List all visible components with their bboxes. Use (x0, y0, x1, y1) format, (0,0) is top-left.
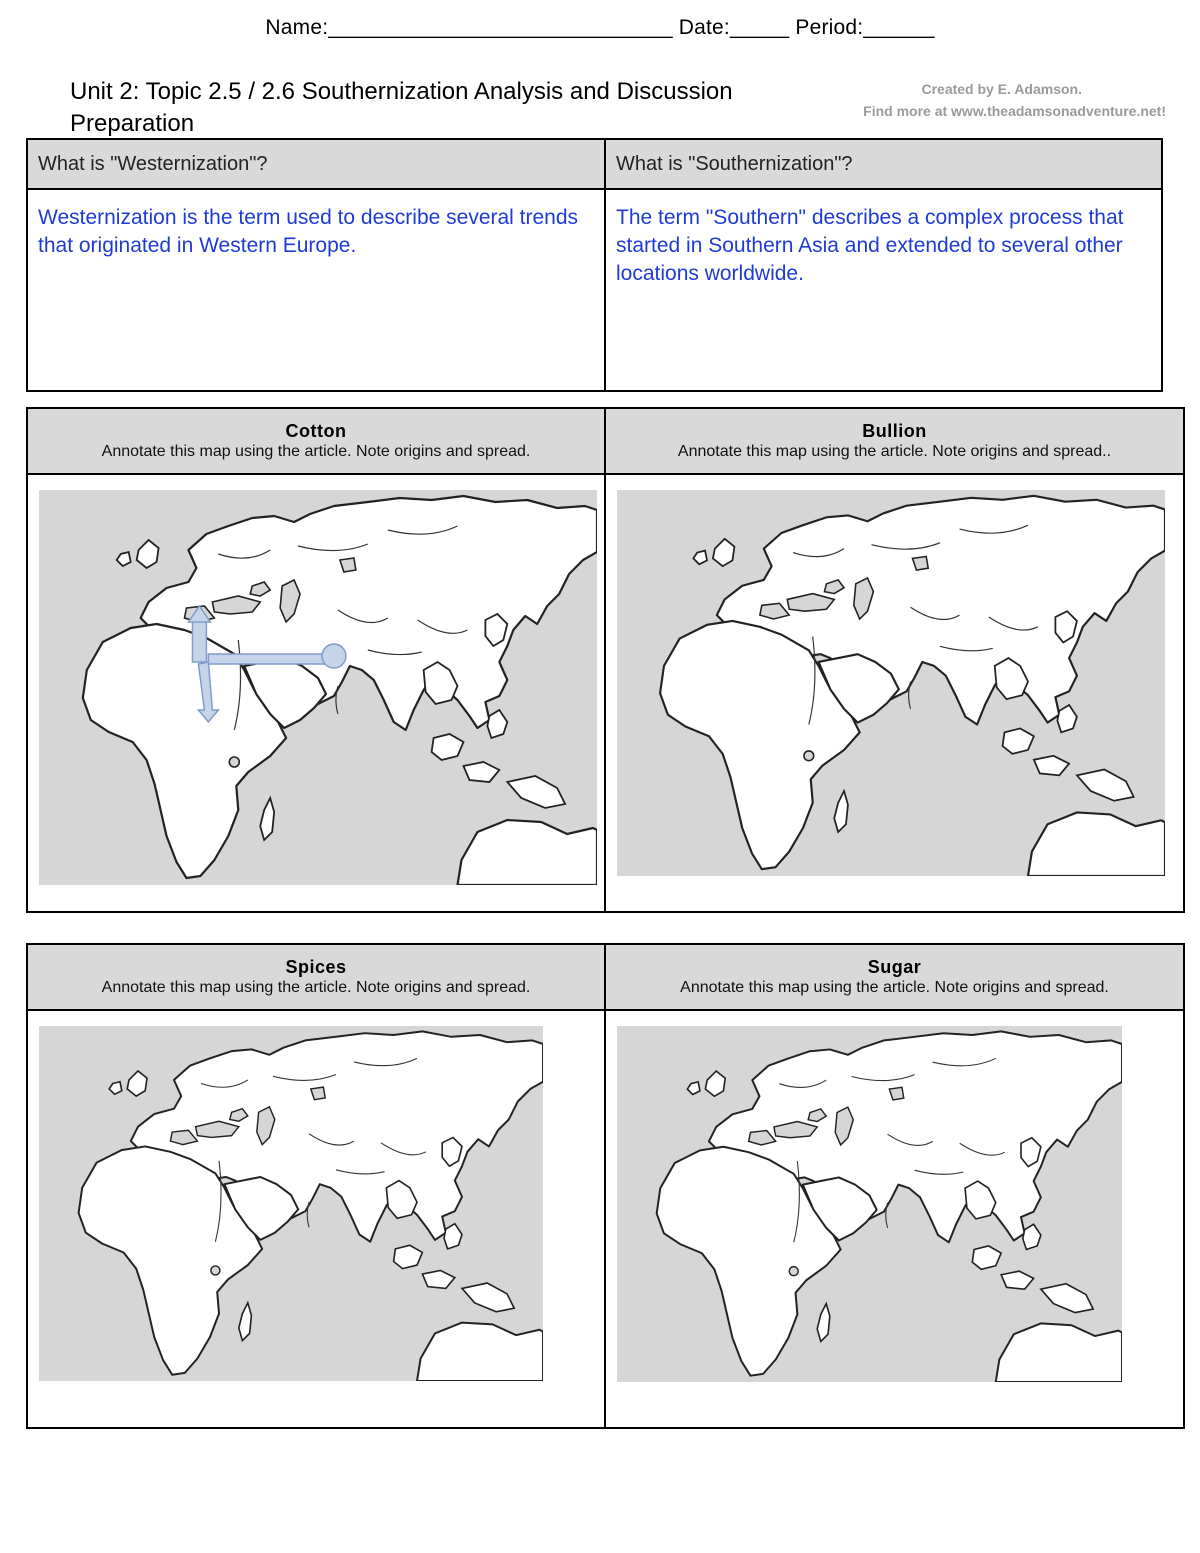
map-table-bottom (26, 943, 1185, 1429)
map-cell-spices[interactable] (27, 1010, 605, 1428)
credit-website: Find more at www.theadamsonadventure.net! (863, 103, 1166, 119)
bullion-world-map[interactable] (617, 490, 1165, 876)
credit-author: Created by E. Adamson. (921, 81, 1082, 97)
cotton-world-map[interactable] (39, 490, 597, 885)
map-label-bullion: Bullion (862, 421, 927, 441)
westernization-question: What is "Westernization"? (27, 139, 605, 189)
name-date-period-line: Name:_____________________________ Date:_____ Period:______ (265, 16, 935, 39)
southernization-question: What is "Southernization"? (605, 139, 1162, 189)
map-label-cotton: Cotton (285, 421, 347, 441)
map-instruction-sugar: Annotate this map using the article. Note origins and spread. (680, 979, 1109, 996)
map-cell-cotton[interactable] (27, 474, 605, 912)
credit-block (790, 78, 1166, 122)
map-instruction-cotton: Annotate this map using the article. Note origins and spread. (101, 443, 531, 460)
map-cell-sugar[interactable] (605, 1010, 1184, 1428)
map-header-bullion (605, 408, 1184, 474)
map-table-top (26, 407, 1185, 913)
sugar-world-map[interactable] (617, 1026, 1122, 1382)
definitions-table (26, 138, 1163, 392)
map-label-sugar: Sugar (867, 957, 922, 977)
spices-world-map[interactable] (39, 1026, 543, 1381)
map-header-spices (27, 944, 605, 1010)
southernization-answer[interactable]: The term "Southern" describes a complex process that started in Southern Asia and extended to several other locations worldwide. (605, 189, 1162, 391)
map-instruction-spices: Annotate this map using the article. Note origins and spread. (101, 979, 531, 996)
map-cell-bullion[interactable] (605, 474, 1184, 912)
map-header-cotton (27, 408, 605, 474)
westernization-answer[interactable]: Westernization is the term used to describe several trends that originated in Western Europe. (27, 189, 605, 391)
map-label-spices: Spices (285, 957, 347, 977)
map-header-sugar (605, 944, 1184, 1010)
page-title: Unit 2: Topic 2.5 / 2.6 Southernization Analysis and Discussion Preparation (70, 78, 733, 137)
map-instruction-bullion: Annotate this map using the article. Note origins and spread.. (677, 443, 1112, 460)
